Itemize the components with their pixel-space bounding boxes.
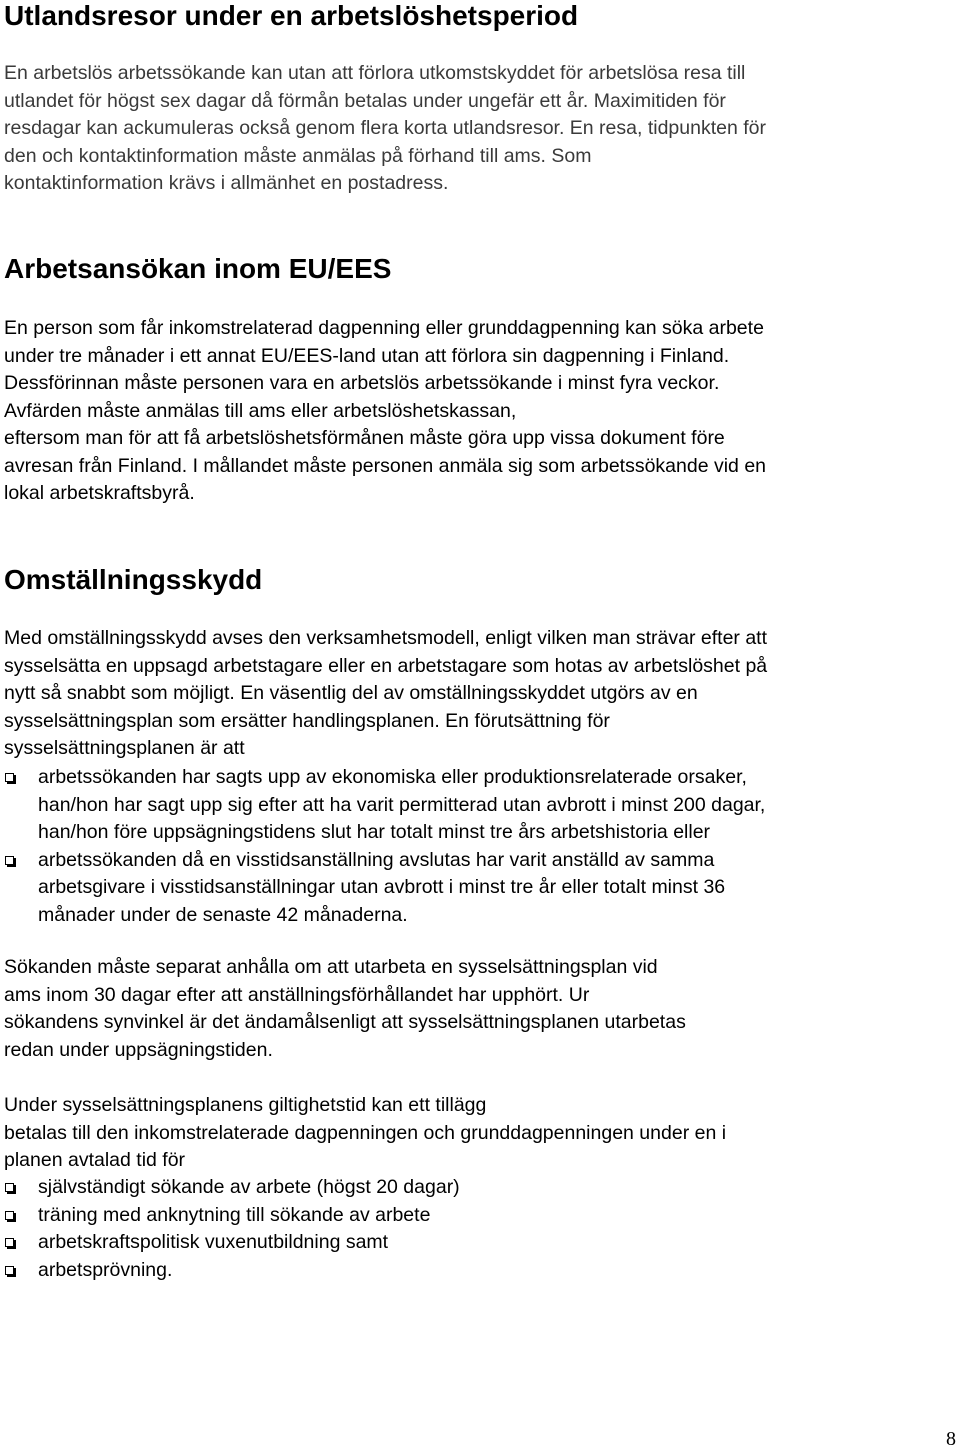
text-line: redan under uppsägningstiden. — [4, 1038, 273, 1061]
text-line: arbetsgivare i visstidsanställningar utan avbrott i minst tre år eller totalt minst 36 — [38, 876, 726, 898]
text-line: lokal arbetskraftsbyrå. — [4, 482, 195, 504]
checkbox-square-icon — [5, 1211, 14, 1220]
list-item — [4, 1174, 954, 1202]
text-line: han/hon före uppsägningstidens slut har totalt minst tre års arbetshistoria eller — [38, 821, 711, 843]
text-line: sysselsätta en uppsagd arbetstagare eller en arbetstagare som hotas av arbetslöshet på — [4, 654, 768, 677]
heading-omstallningsskydd: Omställningsskydd — [4, 564, 263, 595]
paragraph-omstallningsskydd-intro — [4, 625, 954, 763]
list-item-label: arbetsprövning. — [38, 1258, 173, 1281]
list-item-label: arbetskraftspolitisk vuxenutbildning samt — [38, 1231, 389, 1253]
text-line: betalas till den inkomstrelaterade dagpenningen och grunddagpenningen under en i — [4, 1121, 727, 1144]
text-line: han/hon har sagt upp sig efter att ha varit permitterad utan avbrott i minst 200 dagar, — [38, 793, 766, 816]
text-line: ams inom 30 dagar efter att anställningsförhållandet har upphört. Ur — [4, 983, 590, 1006]
text-line: eftersom man för att få arbetslöshetsförmånen måste göra upp vissa dokument före — [4, 427, 725, 449]
page-number: 8 — [946, 1428, 956, 1450]
text-line: utlandet för högst sex dagar då förmån betalas under ungefär ett år. Maximitiden för — [4, 89, 726, 112]
checkbox-square-icon — [5, 1266, 14, 1275]
text-line: Under sysselsättningsplanens giltighetstid kan ett tillägg — [4, 1094, 487, 1116]
text-line: resdagar kan ackumuleras också genom flera korta utlandsresor. En resa, tidpunkten för — [4, 117, 766, 139]
conditions-list — [4, 764, 954, 929]
text-line: kontaktinformation krävs i allmänhet en postadress. — [4, 172, 449, 194]
text-line: sysselsättningsplanen är att — [4, 737, 245, 759]
text-line: Sökanden måste separat anhålla om att utarbeta en sysselsättningsplan vid — [4, 956, 658, 978]
text-line: den och kontaktinformation måste anmälas på förhand till ams. Som — [4, 144, 592, 167]
text-line: sökandens synvinkel är det ändamålsenligt att sysselsättningsplanen utarbetas — [4, 1011, 686, 1033]
text-line: Avfärden måste anmälas till ams eller arbetslöshetskassan, — [4, 399, 517, 422]
paragraph-application — [4, 954, 954, 1064]
text-line: En arbetslös arbetssökande kan utan att förlora utkomstskyddet för arbetslösa resa till — [4, 62, 746, 84]
checkbox-square-icon — [5, 1238, 14, 1247]
list-item — [4, 1202, 954, 1230]
list-item — [4, 764, 954, 847]
list-item — [4, 1257, 954, 1285]
list-item-label: träning med anknytning till sökande av arbete — [38, 1203, 431, 1226]
paragraph-supplement — [4, 1092, 954, 1175]
text-line: månader under de senaste 42 månaderna. — [38, 903, 408, 926]
list-item — [4, 847, 954, 930]
heading-arbetsansokan: Arbetsansökan inom EU/EES — [4, 253, 392, 284]
paragraph-utlandsresor — [4, 60, 934, 198]
text-line: nytt så snabbt som möjligt. En väsentlig del av omställningsskyddet utgörs av en — [4, 682, 698, 704]
checkbox-square-icon — [5, 856, 14, 865]
text-line: avresan från Finland. I mållandet måste personen anmäla sig som arbetssökande vid en — [4, 454, 767, 477]
text-line: arbetssökanden då en visstidsanställning avslutas har varit anställd av samma — [38, 848, 715, 871]
supplement-list — [4, 1174, 954, 1284]
text-line: planen avtalad tid för — [4, 1149, 186, 1171]
paragraph-arbetsansokan — [4, 315, 954, 508]
checkbox-square-icon — [5, 773, 14, 782]
text-line: arbetssökanden har sagts upp av ekonomiska eller produktionsrelaterade orsaker, — [38, 766, 747, 788]
list-item — [4, 1229, 954, 1257]
text-line: under tre månader i ett annat EU/EES-land utan att förlora sin dagpenning i Finland. — [4, 344, 730, 367]
text-line: sysselsättningsplan som ersätter handlingsplanen. En förutsättning för — [4, 709, 610, 732]
list-item-label: självständigt sökande av arbete (högst 20 dagar) — [38, 1176, 460, 1198]
text-line: En person som får inkomstrelaterad dagpenning eller grunddagpenning kan söka arbete — [4, 317, 764, 339]
heading-utlandsresor: Utlandsresor under en arbetslöshetsperiod — [4, 0, 579, 31]
checkbox-square-icon — [5, 1183, 14, 1192]
text-line: Med omställningsskydd avses den verksamhetsmodell, enligt vilken man strävar efter att — [4, 627, 768, 649]
text-line: Dessförinnan måste personen vara en arbetslös arbetssökande i minst fyra veckor. — [4, 372, 720, 394]
